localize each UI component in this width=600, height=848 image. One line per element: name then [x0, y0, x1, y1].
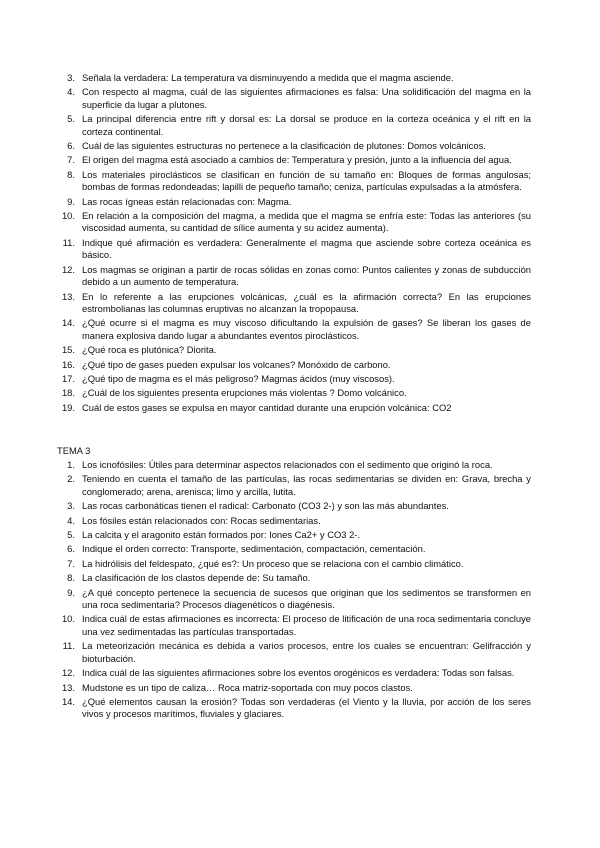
item-number: 12.: [61, 263, 75, 275]
item-text: ¿Qué tipo de magma es el más peligroso? Magmas ácidos (muy viscosos).: [82, 372, 395, 384]
list-item: [57, 543, 531, 555]
list-item: [57, 373, 531, 385]
item-number: 4.: [67, 86, 75, 98]
item-text: Los fósiles están relacionados con: Rocas sedimentarias.: [82, 514, 321, 526]
item-number: 6.: [67, 140, 75, 152]
list-item: [57, 667, 531, 679]
list-item: [57, 402, 531, 414]
section-title: TEMA 3: [57, 445, 91, 456]
list-item: [57, 473, 531, 498]
item-number: 14.: [61, 317, 75, 329]
list-item: [57, 196, 531, 208]
item-text: En relación a la composición del magma, a medida que el magma se enfría este: Todas las anteriores (su viscosidad aumenta, su cantidad de sílice aumenta y su acidez aumenta).: [82, 210, 531, 234]
item-text: Las rocas carbonáticas tienen el radical: Carbonato (CO3 2-) y son las más abundantes.: [82, 500, 449, 512]
list-item: [57, 459, 531, 471]
list-item: [57, 72, 531, 84]
item-text: Los materiales piroclásticos se clasifican en función de su tamaño en: Bloques de formas angulosas; bombas de formas redondeadas; lapilli de pequeño tamaño; ceniza, partículas expulsadas a la atmósfera.: [82, 168, 531, 193]
item-number: 18.: [61, 387, 75, 399]
list-item: [57, 558, 531, 570]
item-text: Los magmas se originan a partir de rocas sólidas en zonas como: Puntos calientes y zonas de subducción debido a un aumento de temperatura.: [82, 263, 531, 288]
list-item: [57, 640, 531, 665]
item-number: 10.: [61, 210, 75, 222]
item-text: ¿Qué ocurre si el magma es muy viscoso dificultando la expulsión de gases? Se liberan los gases de manera explosiva dando lugar a abundantes eventos piroclásticos.: [82, 317, 531, 341]
list-item: [57, 113, 531, 138]
item-text: Los icnofósiles: Útiles para determinar aspectos relacionados con el sedimento que originó la roca.: [82, 459, 493, 470]
item-text: Con respecto al magma, cuál de las siguientes afirmaciones es falsa: Una solidificación del magma en la superficie da lugar a plutones.: [82, 86, 531, 110]
item-number: 16.: [61, 358, 75, 370]
item-text: En lo referente a las erupciones volcánicas, ¿cuál es la afirmación correcta? En las erupciones estrombolianas las columnas eruptivas no alcanzan la tropopausa.: [82, 290, 531, 314]
item-text: Cuál de estos gases se expulsa en mayor cantidad durante una erupción volcánica: CO2: [82, 401, 452, 413]
list-item: [57, 140, 531, 152]
list-item: [57, 291, 531, 316]
item-number: 5.: [67, 529, 75, 541]
question-list-tema-2: [57, 72, 531, 416]
item-number: 14.: [61, 695, 75, 707]
item-text: El origen del magma está asociado a cambios de: Temperatura y presión, junto a la influencia del agua.: [82, 154, 512, 166]
list-item: [57, 613, 531, 638]
item-number: 5.: [67, 113, 75, 125]
item-text: Indique qué afirmación es verdadera: Generalmente el magma que asciende sobre corteza oceánica es básico.: [82, 236, 531, 261]
list-item: [57, 86, 531, 111]
item-text: Indica cuál de las siguientes afirmaciones sobre los eventos orogénicos es verdadera: Todas son falsas.: [82, 667, 515, 679]
list-item: [57, 237, 531, 262]
item-text: Las rocas ígneas están relacionadas con: Magma.: [82, 195, 292, 207]
item-text: La calcita y el aragonito están formados por: Iones Ca2+ y CO3 2-.: [82, 529, 361, 541]
item-number: 15.: [61, 344, 75, 356]
list-item: [57, 359, 531, 371]
item-text: Indique el orden correcto: Transporte, sedimentación, compactación, cementación.: [82, 543, 426, 555]
item-number: 3.: [67, 500, 75, 512]
item-text: Mudstone es un tipo de caliza… Roca matriz-soportada con muy pocos clastos.: [82, 681, 413, 693]
list-item: [57, 587, 531, 612]
list-item: [57, 500, 531, 512]
item-number: 7.: [67, 154, 75, 166]
item-number: 8.: [67, 572, 75, 584]
item-text: ¿Qué tipo de gases pueden expulsar los volcanes? Monóxido de carbono.: [82, 358, 391, 370]
list-item: [57, 169, 531, 194]
item-number: 17.: [61, 372, 75, 384]
list-item: [57, 264, 531, 289]
item-number: 19.: [61, 401, 75, 413]
item-number: 8.: [67, 168, 75, 180]
item-text: La clasificación de los clastos depende de: Su tamaño.: [82, 572, 311, 584]
list-item: [57, 317, 531, 342]
item-text: La hidrólisis del feldespato, ¿qué es?: Un proceso que se relaciona con el cambio climático.: [82, 557, 464, 569]
item-text: Cuál de las siguientes estructuras no pertenece a la clasificación de plutones: Domos volcánicos.: [82, 140, 486, 152]
list-item: [57, 572, 531, 584]
item-number: 11.: [62, 640, 75, 652]
list-item: [57, 515, 531, 527]
list-item: [57, 529, 531, 541]
item-number: 13.: [61, 681, 75, 693]
item-number: 11.: [62, 236, 75, 248]
list-item: [57, 696, 531, 721]
item-text: ¿Qué elementos causan la erosión? Todas son verdaderas (el Viento y la lluvia, por acción de los seres vivos y procesos marítimos, fluviales y glaciares.: [82, 695, 531, 720]
item-number: 9.: [67, 586, 75, 598]
item-number: 12.: [61, 667, 75, 679]
item-text: ¿Cuál de los siguientes presenta erupciones más violentas ? Domo volcánico.: [82, 387, 407, 399]
list-item: [57, 682, 531, 694]
item-text: Teniendo en cuenta el tamaño de las partículas, las rocas sedimentarias se dividen en: Grava, brecha y conglomerado; arena, arenisca; limo y arcilla, lutita.: [82, 473, 531, 497]
item-number: 9.: [67, 195, 75, 207]
item-text: La principal diferencia entre rift y dorsal es: La dorsal se produce en la corteza oceánica y el rift en la corteza continental.: [82, 113, 531, 137]
list-item: [57, 344, 531, 356]
list-item: [57, 154, 531, 166]
item-number: 7.: [67, 557, 75, 569]
item-text: Señala la verdadera: La temperatura va disminuyendo a medida que el magma asciende.: [82, 72, 454, 83]
item-number: 1.: [67, 459, 75, 470]
item-number: 4.: [67, 514, 75, 526]
item-number: 13.: [61, 290, 75, 302]
item-text: ¿A qué concepto pertenece la secuencia de sucesos que originan que los sedimentos se transformen en una roca sedimentaria? Procesos diagenéticos o diagénesis.: [82, 586, 531, 611]
item-text: La meteorización mecánica es debida a varios procesos, entre los cuales se encuentran: Gelifracción y bioturbación.: [82, 640, 531, 664]
item-number: 10.: [61, 613, 75, 625]
item-text: Indica cuál de estas afirmaciones es incorrecta: El proceso de litificación de una roca sedimentaria concluye una vez sedimentadas las partículas transportadas.: [82, 613, 531, 637]
item-text: ¿Qué roca es plutónica? Diorita.: [82, 344, 217, 356]
item-number: 2.: [67, 473, 75, 485]
list-item: [57, 210, 531, 235]
item-number: 3.: [67, 72, 75, 83]
item-number: 6.: [67, 543, 75, 555]
question-list-tema-3: [57, 459, 531, 723]
list-item: [57, 387, 531, 399]
